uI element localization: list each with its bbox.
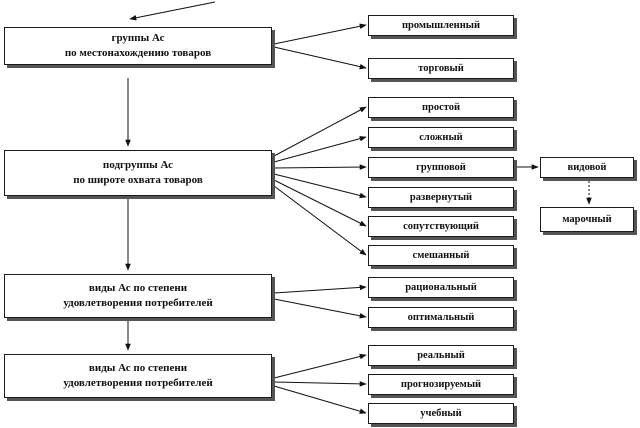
arrow-satisfaction-2-to-forecasted bbox=[274, 382, 366, 384]
arrow-location-to-industrial bbox=[274, 25, 366, 44]
group-box-location-line-2: по местонахождению товаров bbox=[64, 47, 212, 59]
leaf-box-complex: сложный bbox=[368, 127, 514, 148]
leaf-box-industrial: промышленный bbox=[368, 15, 514, 36]
arrow-satisfaction-1-to-rational bbox=[274, 287, 366, 293]
leaf-box-species: видовой bbox=[540, 157, 634, 178]
arrow-coverage-to-group bbox=[274, 167, 366, 168]
arrow-coverage-to-complex bbox=[274, 137, 366, 162]
group-box-satisfaction-2-line-2: удовлетворения потребителей bbox=[63, 377, 213, 389]
leaf-box-mixed: смешанный bbox=[368, 245, 514, 266]
arrow-coverage-to-accompanying bbox=[274, 180, 366, 226]
arrow-satisfaction-2-to-educational bbox=[274, 386, 366, 413]
group-box-coverage-line-1: подгруппы Ас bbox=[102, 159, 174, 171]
group-box-satisfaction-1-line-2: удовлетворения потребителей bbox=[63, 297, 213, 309]
leaf-box-brand: марочный bbox=[540, 207, 634, 232]
group-box-satisfaction-2 bbox=[4, 354, 272, 398]
leaf-box-educational: учебный bbox=[368, 403, 514, 424]
arrow-coverage-to-mixed bbox=[274, 186, 366, 255]
leaf-box-optimal: оптимальный bbox=[368, 307, 514, 328]
leaf-box-real: реальный bbox=[368, 345, 514, 366]
group-box-coverage bbox=[4, 150, 272, 196]
leaf-box-rational: рациональный bbox=[368, 277, 514, 298]
group-box-satisfaction-2-line-1: виды Ас по степени bbox=[88, 362, 188, 374]
arrow-satisfaction-1-to-optimal bbox=[274, 299, 366, 317]
leaf-box-simple: простой bbox=[368, 97, 514, 118]
arrow-top-incoming bbox=[130, 2, 215, 19]
leaf-box-trade: торговый bbox=[368, 58, 514, 79]
leaf-box-expanded: развернутый bbox=[368, 187, 514, 208]
group-box-coverage-line-2: по широте охвата товаров bbox=[73, 174, 203, 186]
arrow-location-to-trade bbox=[274, 47, 366, 68]
arrow-coverage-to-expanded bbox=[274, 174, 366, 197]
arrow-satisfaction-2-to-real bbox=[274, 355, 366, 378]
leaf-box-forecasted: прогнозируемый bbox=[368, 374, 514, 395]
group-box-satisfaction-1-line-1: виды Ас по степени bbox=[88, 282, 188, 294]
leaf-box-group: групповой bbox=[368, 157, 514, 178]
group-box-satisfaction-1 bbox=[4, 274, 272, 318]
group-box-location bbox=[4, 27, 272, 65]
group-box-location-line-1: группы Ас bbox=[111, 32, 165, 44]
arrow-coverage-to-simple bbox=[274, 107, 366, 156]
leaf-box-accompanying: сопутствующий bbox=[368, 216, 514, 237]
